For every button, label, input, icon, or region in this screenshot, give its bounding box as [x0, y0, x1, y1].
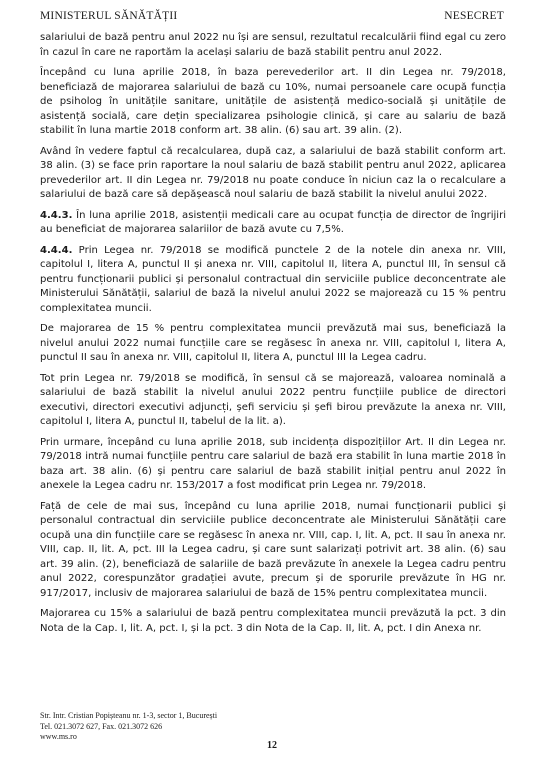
page-number: 12: [267, 740, 277, 751]
classification-label: NESECRET: [444, 10, 504, 22]
footer-phone: Tel. 021.3072 627, Fax. 021.3072 626: [40, 721, 163, 731]
section-number: 4.4.3.: [40, 209, 73, 221]
paragraph: Începând cu luna aprilie 2018, în baza perevederilor art. II din Legea nr. 79/2018, beneficiază de majorarea salariului de bază cu 10%, numai persoanele care ocupă funcția de psiholog în unitățile sanitare, unitățile de asistență medico-socială și unitățile de asistență socială, care dețin specializarea psihologie clinică, și care au salariu de bază stabilit în luna martie 2018 conform art. 38 alin. (6) sau art. 39 alin. (2).: [40, 67, 506, 136]
paragraph: Având în vedere faptul că recalcularea, după caz, a salariului de bază stabilit conform art. 38 alin. (3) se face prin raportare la noul salariu de bază stabilit pentru anul 2022, aplicarea prevederilor art. II din Legea nr. 79/2018 nu poate conduce în niciun caz la o recalculare a salariului de bază care să depășească noul salariu de bază stabilit la nivelul anului 2022.: [40, 145, 506, 200]
paragraph: Prin urmare, începând cu luna aprilie 2018, sub incidența dispozițiilor Art. II din Legea nr. 79/2018 intră numai funcțiile pentru care salariul de bază era stabilit în luna martie 2018 în baza art. 38 alin. (6) și pentru care salariul de bază stabilit inițial pentru anul 2022 în anexele la Legea cadru nr. 153/2017 a fost modificat prin Legea nr. 79/2018.: [40, 436, 506, 491]
paragraph: salariului de bază pentru anul 2022 nu își are sensul, rezultatul recalculării fiind egal cu zero în cazul în care ne raportăm la același salariu de bază stabilit pentru anul 2022.: [40, 32, 506, 58]
paragraph: Majorarea cu 15% a salariului de bază pentru complexitatea muncii prevăzută la pct. 3 din Nota de la Cap. I, lit. A, pct. I, și la pct. 3 din Nota de la Cap. II, lit. A, pct. I din Anexa nr.: [40, 608, 506, 634]
document-body: [40, 31, 506, 642]
page-footer: [40, 711, 217, 743]
section-number: 4.4.4.: [40, 244, 73, 256]
footer-website: www.ms.ro: [40, 732, 77, 741]
paragraph: Față de cele de mai sus, începând cu luna aprilie 2018, numai funcționarii publici și personalul contractual din serviciile publice deconcentrate ale Ministerului Sănătății care ocupă una din funcțiile care se regăsesc în anexa nr. VIII, cap. I, lit. A, pct. II sau în anexa nr. VIII, cap. II, lit. A, pct. III la Legea cadru, și care sunt salarizați potrivit art. 38 alin. (6) sau art. 39 alin. (2), beneficiază de salariile de bază prevăzute în anexele la Legea cadru pentru anul 2022, corespunzător gradației avute, precum și de sporurile prevăzute în HG nr. 917/2017, inclusiv de majorarea salariului de bază de 15% pentru complexitatea muncii.: [40, 500, 506, 599]
paragraph: De majorarea de 15 % pentru complexitatea muncii prevăzută mai sus, beneficiază la nivelul anului 2022 numai funcțiile care se regăsesc în anexa nr. VIII, capitolul I, litera A, punctul II sau în anexa nr. VIII, capitolul II, litera A, punctul III la Legea cadru.: [40, 323, 506, 363]
ministry-name: MINISTERUL SĂNĂTĂȚII: [40, 10, 178, 22]
page-header: [40, 10, 504, 22]
paragraph: 4.4.3. În luna aprilie 2018, asistenții medicali care au ocupat funcția de director de îngrijiri au beneficiat de majorarea salariilor de bază avute cu 7,5%.: [40, 209, 506, 235]
footer-address: Str. Intr. Cristian Popișteanu nr. 1-3, sector 1, București: [40, 711, 218, 720]
paragraph: 4.4.4. Prin Legea nr. 79/2018 se modifică punctele 2 de la notele din anexa nr. VIII, capitolul I, litera A, punctul II și anexa nr. VIII, capitolul II, litera A, punctul III, în sensul că pentru funcționarii publici și personalul contractual din serviciile publice deconcentrate ale Ministerului Sănătății, salariul de bază la nivelul anului 2022 se majorează cu 15 % pentru complexitatea muncii.: [40, 244, 506, 314]
paragraph: Tot prin Legea nr. 79/2018 se modifică, în sensul că se majorează, valoarea nominală a salariului de bază stabilit la nivelul anului 2022 pentru funcțiile publice de directori executivi, directori executivi adjuncți, șefi serviciu și șefi birou prevăzute la anexa nr. VIII, capitolul I, litera A, punctul II, tabelul de la lit. a).: [40, 372, 506, 427]
